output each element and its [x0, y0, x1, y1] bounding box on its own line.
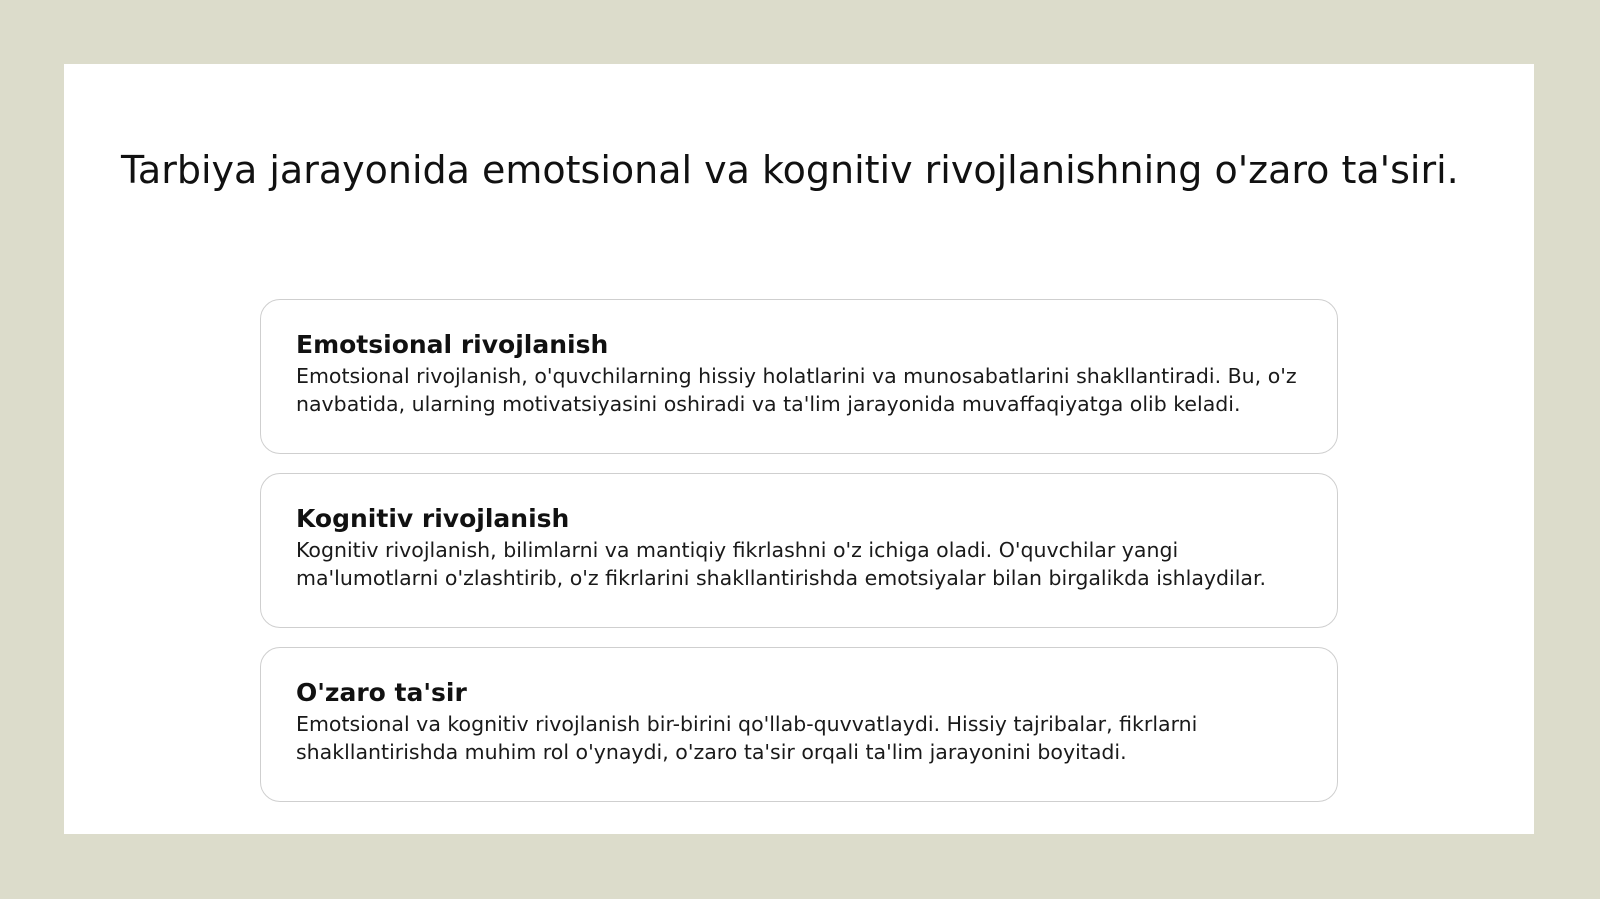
card-text: Emotsional va kognitiv rivojlanish bir-birini qo'llab-quvvatlaydi. Hissiy tajribalar, fikrlarni shakllantirishda muhim rol o'ynaydi, o'zaro ta'sir orqali ta'lim jarayonini boyitadi.	[296, 712, 1198, 764]
card-heading: O'zaro ta'sir	[296, 678, 467, 707]
card-emotsional-rivojlanish	[260, 299, 1338, 454]
card-text: Emotsional rivojlanish, o'quvchilarning hissiy holatlarini va munosabatlarini shakllantiradi. Bu, o'z navbatida, ularning motivatsiyasini oshiradi va ta'lim jarayonida muvaffaqiyatga olib keladi.	[296, 364, 1297, 416]
slide	[64, 64, 1534, 834]
slide-title: Tarbiya jarayonida emotsional va kognitiv rivojlanishning o'zaro ta'siri.	[121, 148, 1459, 192]
card-text: Kognitiv rivojlanish, bilimlarni va mantiqiy fikrlashni o'z ichiga oladi. O'quvchilar yangi ma'lumotlarni o'zlashtirib, o'z fikrlarini shakllantirishda emotsiyalar bilan birgalikda ishlaydilar.	[296, 538, 1267, 590]
card-ozaro-tasir	[260, 647, 1338, 802]
card-heading: Emotsional rivojlanish	[296, 330, 609, 359]
card-heading: Kognitiv rivojlanish	[296, 504, 570, 533]
card-kognitiv-rivojlanish	[260, 473, 1338, 628]
